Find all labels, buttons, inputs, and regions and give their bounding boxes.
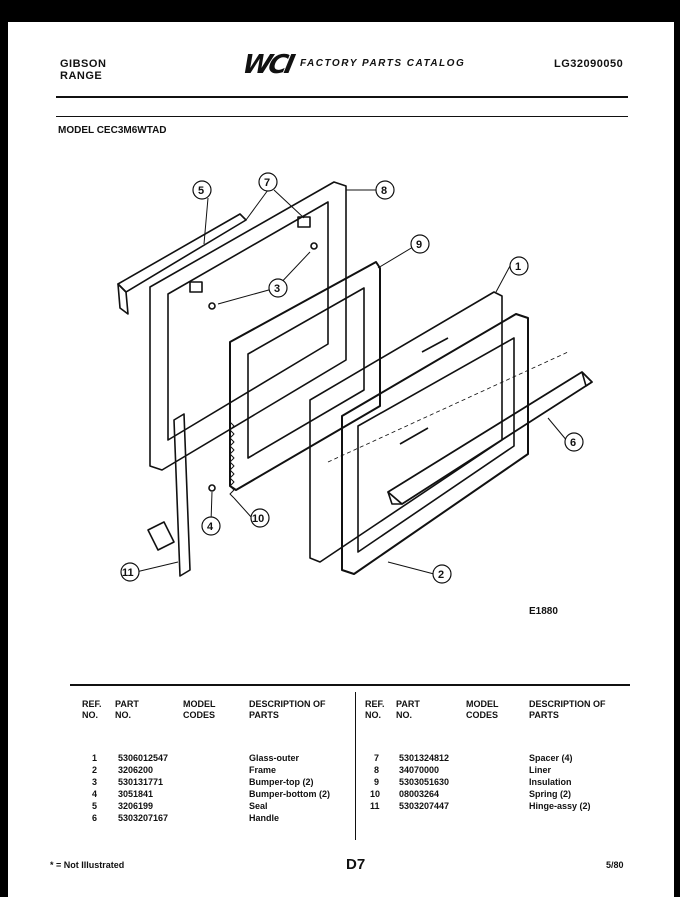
ref-no: 10 <box>370 789 381 799</box>
ref-no: 1 <box>92 753 98 763</box>
figure-id: E1880 <box>529 606 558 617</box>
col-header-desc: DESCRIPTION OF PARTS <box>249 699 326 720</box>
callout-2: 2 <box>438 569 445 581</box>
col-header-part: PART NO. <box>396 699 420 720</box>
callout-10: 10 <box>252 513 265 525</box>
callout-6: 6 <box>570 437 577 449</box>
page-code: D7 <box>346 856 366 873</box>
part-no: 5303207447 <box>399 801 450 811</box>
part-no: 3206200 <box>118 765 154 775</box>
part-description: Insulation <box>529 777 572 787</box>
callout-9: 9 <box>416 239 423 251</box>
ref-no: 6 <box>92 813 98 823</box>
door-frame <box>342 314 528 574</box>
part-description: Spring (2) <box>529 789 571 799</box>
part-description: Seal <box>249 801 268 811</box>
ref-no: 4 <box>92 789 98 799</box>
outer-glass-panel <box>310 292 502 562</box>
part-no: 5303051630 <box>399 777 450 787</box>
part-no: 5303207167 <box>118 813 169 823</box>
hinge-bracket <box>148 522 174 550</box>
col-header-part: PART NO. <box>115 699 139 720</box>
product-type: RANGE <box>60 70 103 82</box>
spacer-part <box>190 282 202 292</box>
catalog-title: FACTORY PARTS CATALOG <box>300 58 466 69</box>
bumper-top-part <box>311 243 317 249</box>
callout-7: 7 <box>264 177 271 189</box>
ref-no: 11 <box>370 801 380 811</box>
glass-glare <box>422 338 448 352</box>
part-no: 3206199 <box>118 801 154 811</box>
part-no: 5301324812 <box>399 753 450 763</box>
wci-logo: WCI <box>239 50 295 80</box>
callout-8: 8 <box>381 185 388 197</box>
bumper-bottom-part <box>209 485 215 491</box>
catalog-number: LG32090050 <box>554 58 624 70</box>
ref-no: 7 <box>374 753 380 763</box>
part-description: Handle <box>249 813 280 823</box>
callout-5: 5 <box>198 185 205 197</box>
part-description: Bumper-bottom (2) <box>249 789 330 799</box>
bumper-top-part <box>209 303 215 309</box>
ref-no: 8 <box>374 765 380 775</box>
seal-part <box>118 214 246 292</box>
part-description: Bumper-top (2) <box>249 777 314 787</box>
col-header-ref: REF. NO. <box>82 699 102 720</box>
hinge-arm <box>174 414 190 576</box>
table-top-rule <box>70 684 630 686</box>
callout-3: 3 <box>274 283 281 295</box>
col-header-ref: REF. NO. <box>365 699 385 720</box>
oven-door-exploded-diagram <box>8 22 674 662</box>
brand-name: GIBSON <box>60 58 107 70</box>
seal-end <box>118 284 128 314</box>
model-label: MODEL CEC3M6WTAD <box>58 125 167 136</box>
col-header-codes: MODEL CODES <box>183 699 216 720</box>
col-header-codes: MODEL CODES <box>466 699 499 720</box>
ref-no: 5 <box>92 801 98 811</box>
callout-11: 11 <box>122 567 134 579</box>
callout-1: 1 <box>515 261 522 273</box>
part-no: 08003264 <box>399 789 440 799</box>
ref-no: 3 <box>92 777 98 787</box>
part-no: 5306012547 <box>118 753 169 763</box>
part-description: Frame <box>249 765 277 775</box>
ref-no: 9 <box>374 777 380 787</box>
part-no: 3051841 <box>118 789 154 799</box>
table-divider <box>355 692 356 840</box>
part-description: Hinge-assy (2) <box>529 801 591 811</box>
frame-glare <box>400 428 428 444</box>
footnote: * = Not Illustrated <box>50 860 125 870</box>
part-no: 34070000 <box>399 765 440 775</box>
part-description: Glass-outer <box>249 753 300 763</box>
callout-4: 4 <box>207 521 214 533</box>
part-no: 530131771 <box>118 777 164 787</box>
revision-date: 5/80 <box>606 860 624 870</box>
part-description: Liner <box>529 765 552 775</box>
col-header-desc: DESCRIPTION OF PARTS <box>529 699 606 720</box>
part-description: Spacer (4) <box>529 753 573 763</box>
parts-catalog-page <box>8 22 674 897</box>
ref-no: 2 <box>92 765 98 775</box>
